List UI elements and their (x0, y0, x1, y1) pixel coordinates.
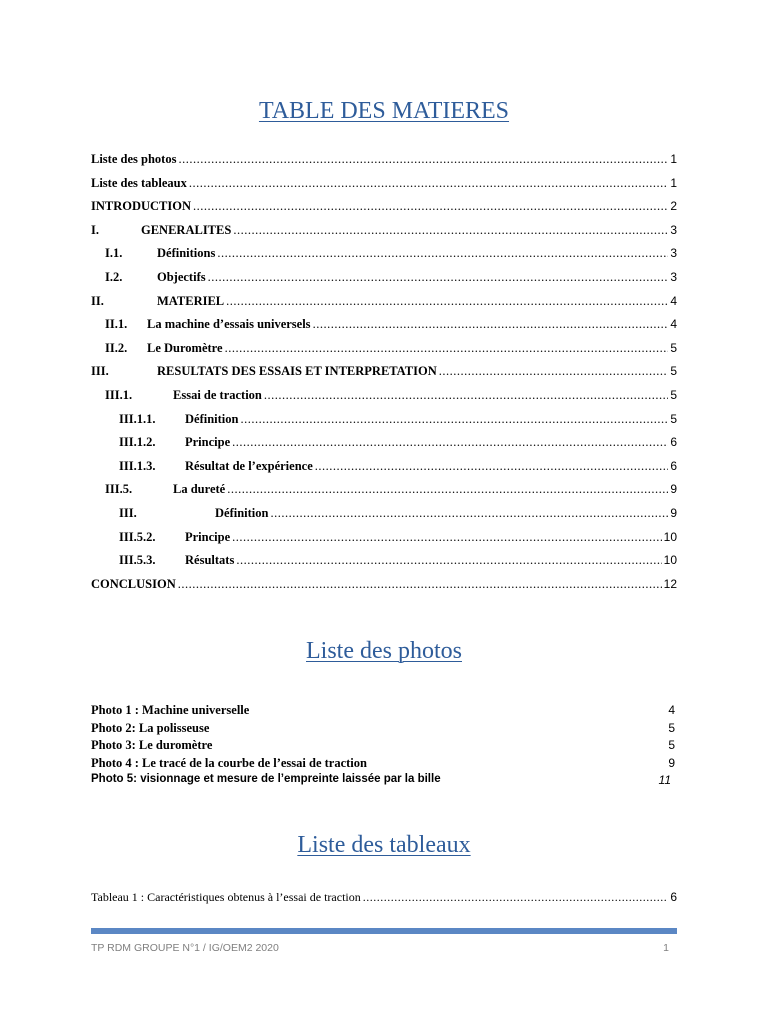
toc-entry-page: 2 (670, 199, 677, 214)
toc-entry-page: 3 (670, 222, 677, 237)
toc-entry[interactable] (91, 199, 677, 223)
photo-entry-page: 5 (668, 738, 675, 753)
dot-leader (363, 890, 669, 905)
toc-entry-page: 5 (670, 387, 677, 402)
dot-leader (208, 270, 669, 285)
toc-entry-number: I.2. (105, 269, 123, 284)
toc-entry-number: III. (119, 505, 137, 520)
toc-entry-page: 9 (670, 482, 677, 497)
toc-entry-page: 10 (663, 529, 677, 544)
toc-entry-label: INTRODUCTION (91, 199, 192, 214)
toc-entry[interactable] (91, 152, 677, 176)
dot-leader (217, 246, 668, 261)
toc-entry[interactable] (91, 364, 677, 388)
toc-entry-number: III. (91, 364, 109, 379)
toc-entry-label: Définition (215, 505, 269, 520)
page-footer (91, 942, 677, 954)
toc-entry[interactable] (91, 553, 677, 577)
toc-entry-page: 4 (670, 293, 677, 308)
toc-entry-number: II.1. (105, 317, 128, 332)
toc-entry-number: III.1.3. (119, 458, 156, 473)
toc-entry-label: Le Duromètre (147, 340, 223, 355)
dot-leader (178, 152, 668, 167)
toc-entry-label: Objectifs (157, 269, 206, 284)
photo-entry[interactable] (91, 773, 677, 791)
toc-entry[interactable] (91, 459, 677, 483)
photo-entry-page: 9 (668, 755, 675, 770)
photo-entry-label: Photo 3: Le duromètre (91, 738, 213, 753)
toc-entry[interactable] (91, 482, 677, 506)
toc-entry[interactable] (91, 435, 677, 459)
toc-entry-label: La machine d’essais universels (147, 317, 311, 332)
toc-entry-number: I. (91, 222, 99, 237)
photo-entry-page: 4 (668, 703, 675, 717)
dot-leader (232, 530, 662, 545)
footer-label: TP RDM GROUPE N°1 / IG/OEM2 2020 (91, 942, 279, 954)
toc-entry-number: II.2. (105, 340, 128, 355)
dot-leader (236, 553, 661, 568)
toc-entry[interactable] (91, 341, 677, 365)
toc-entry-page: 5 (670, 364, 677, 379)
toc-entry-page: 6 (670, 458, 677, 473)
toc-entry[interactable] (91, 317, 677, 341)
toc-entry-page: 12 (663, 576, 677, 591)
photo-entry-page: 11 (658, 773, 671, 788)
toc-entry-number: III.1.2. (119, 435, 156, 450)
toc-entry-number: III.1. (105, 387, 133, 402)
toc-entry[interactable] (91, 577, 677, 601)
toc-entry-number: III.5.3. (119, 553, 156, 568)
dot-leader (189, 176, 668, 191)
tables-list-title: Liste des tableaux (297, 832, 471, 858)
photo-entry-label: Photo 2: La polisseuse (91, 720, 210, 735)
photos-list-title: Liste des photos (306, 638, 462, 664)
dot-leader (240, 412, 668, 427)
toc-entry-number: III.1.1. (119, 411, 156, 426)
toc-entry[interactable] (91, 270, 677, 294)
toc-entry-number: I.1. (105, 246, 123, 261)
toc-entry-label: La dureté (173, 482, 226, 497)
toc-title: TABLE DES MATIERES (258, 98, 510, 124)
dot-leader (315, 459, 669, 474)
dot-leader (227, 482, 668, 497)
photo-entry-page: 5 (668, 720, 675, 735)
toc-entry-label: Essai de traction (173, 387, 262, 402)
toc-entry-number: III.5.2. (119, 529, 156, 544)
toc-entry-page: 3 (670, 246, 677, 261)
toc-entry-label: CONCLUSION (91, 576, 176, 591)
photo-entry-label: Photo 4 : Le tracé de la courbe de l’essai de traction (91, 755, 367, 770)
toc-entry[interactable] (91, 412, 677, 436)
photo-entry[interactable] (91, 721, 677, 739)
toc-entry-label: Liste des photos (91, 152, 177, 166)
table-entry[interactable] (91, 890, 677, 914)
toc-entry-page: 5 (670, 411, 677, 426)
toc-entry-label: MATERIEL (157, 293, 225, 308)
toc-entry[interactable] (91, 223, 677, 247)
toc-entry-page: 1 (670, 175, 677, 190)
toc-entry-page: 5 (670, 340, 677, 355)
toc-entry-number: II. (91, 293, 104, 308)
toc-entry-page: 9 (670, 505, 677, 520)
toc-entry[interactable] (91, 388, 677, 412)
toc-entry-label: Définition (185, 411, 239, 426)
toc-entry-label: Résultats (185, 553, 235, 568)
dot-leader (270, 506, 668, 521)
toc-entry[interactable] (91, 530, 677, 554)
photo-entry-label: Photo 5: visionnage et mesure de l’empreinte laissée par la bille (91, 773, 441, 786)
footer-divider (91, 928, 677, 934)
dot-leader (232, 435, 668, 450)
toc-entry-page: 6 (670, 435, 677, 450)
photo-entry[interactable] (91, 703, 677, 721)
toc-entry-number: III.5. (105, 482, 133, 497)
toc-entry-label: Principe (185, 435, 231, 450)
photos-list (91, 703, 677, 791)
dot-leader (233, 223, 668, 238)
toc-entry[interactable] (91, 176, 677, 200)
toc-entry-page: 4 (670, 317, 677, 332)
photo-entry-label: Photo 1 : Machine universelle (91, 703, 250, 717)
dot-leader (264, 388, 668, 403)
tables-list (91, 890, 677, 914)
toc-entry[interactable] (91, 506, 677, 530)
table-entry-page: 6 (670, 890, 677, 904)
dot-leader (313, 317, 669, 332)
dot-leader (439, 364, 669, 379)
table-entry-label: Tableau 1 : Caractéristiques obtenus à l’essai de traction (91, 890, 361, 904)
dot-leader (225, 341, 669, 356)
dot-leader (193, 199, 668, 214)
toc-entry-label: Résultat de l’expérience (185, 458, 313, 473)
toc-entry-label: Liste des tableaux (91, 175, 187, 190)
toc-entry-page: 3 (670, 269, 677, 284)
dot-leader (178, 577, 662, 592)
dot-leader (226, 294, 668, 309)
toc-entry-page: 1 (670, 152, 677, 166)
toc-entry-page: 10 (663, 553, 677, 568)
photo-entry[interactable] (91, 738, 677, 756)
toc-entry-label: RESULTATS DES ESSAIS ET INTERPRETATION (157, 364, 437, 379)
table-of-contents (91, 152, 677, 600)
toc-entry-label: Définitions (157, 246, 216, 261)
photo-entry[interactable] (91, 756, 677, 774)
toc-entry[interactable] (91, 294, 677, 318)
toc-entry-label: Principe (185, 529, 231, 544)
toc-entry-label: GENERALITES (141, 222, 232, 237)
toc-entry[interactable] (91, 246, 677, 270)
footer-page-number: 1 (663, 942, 669, 954)
